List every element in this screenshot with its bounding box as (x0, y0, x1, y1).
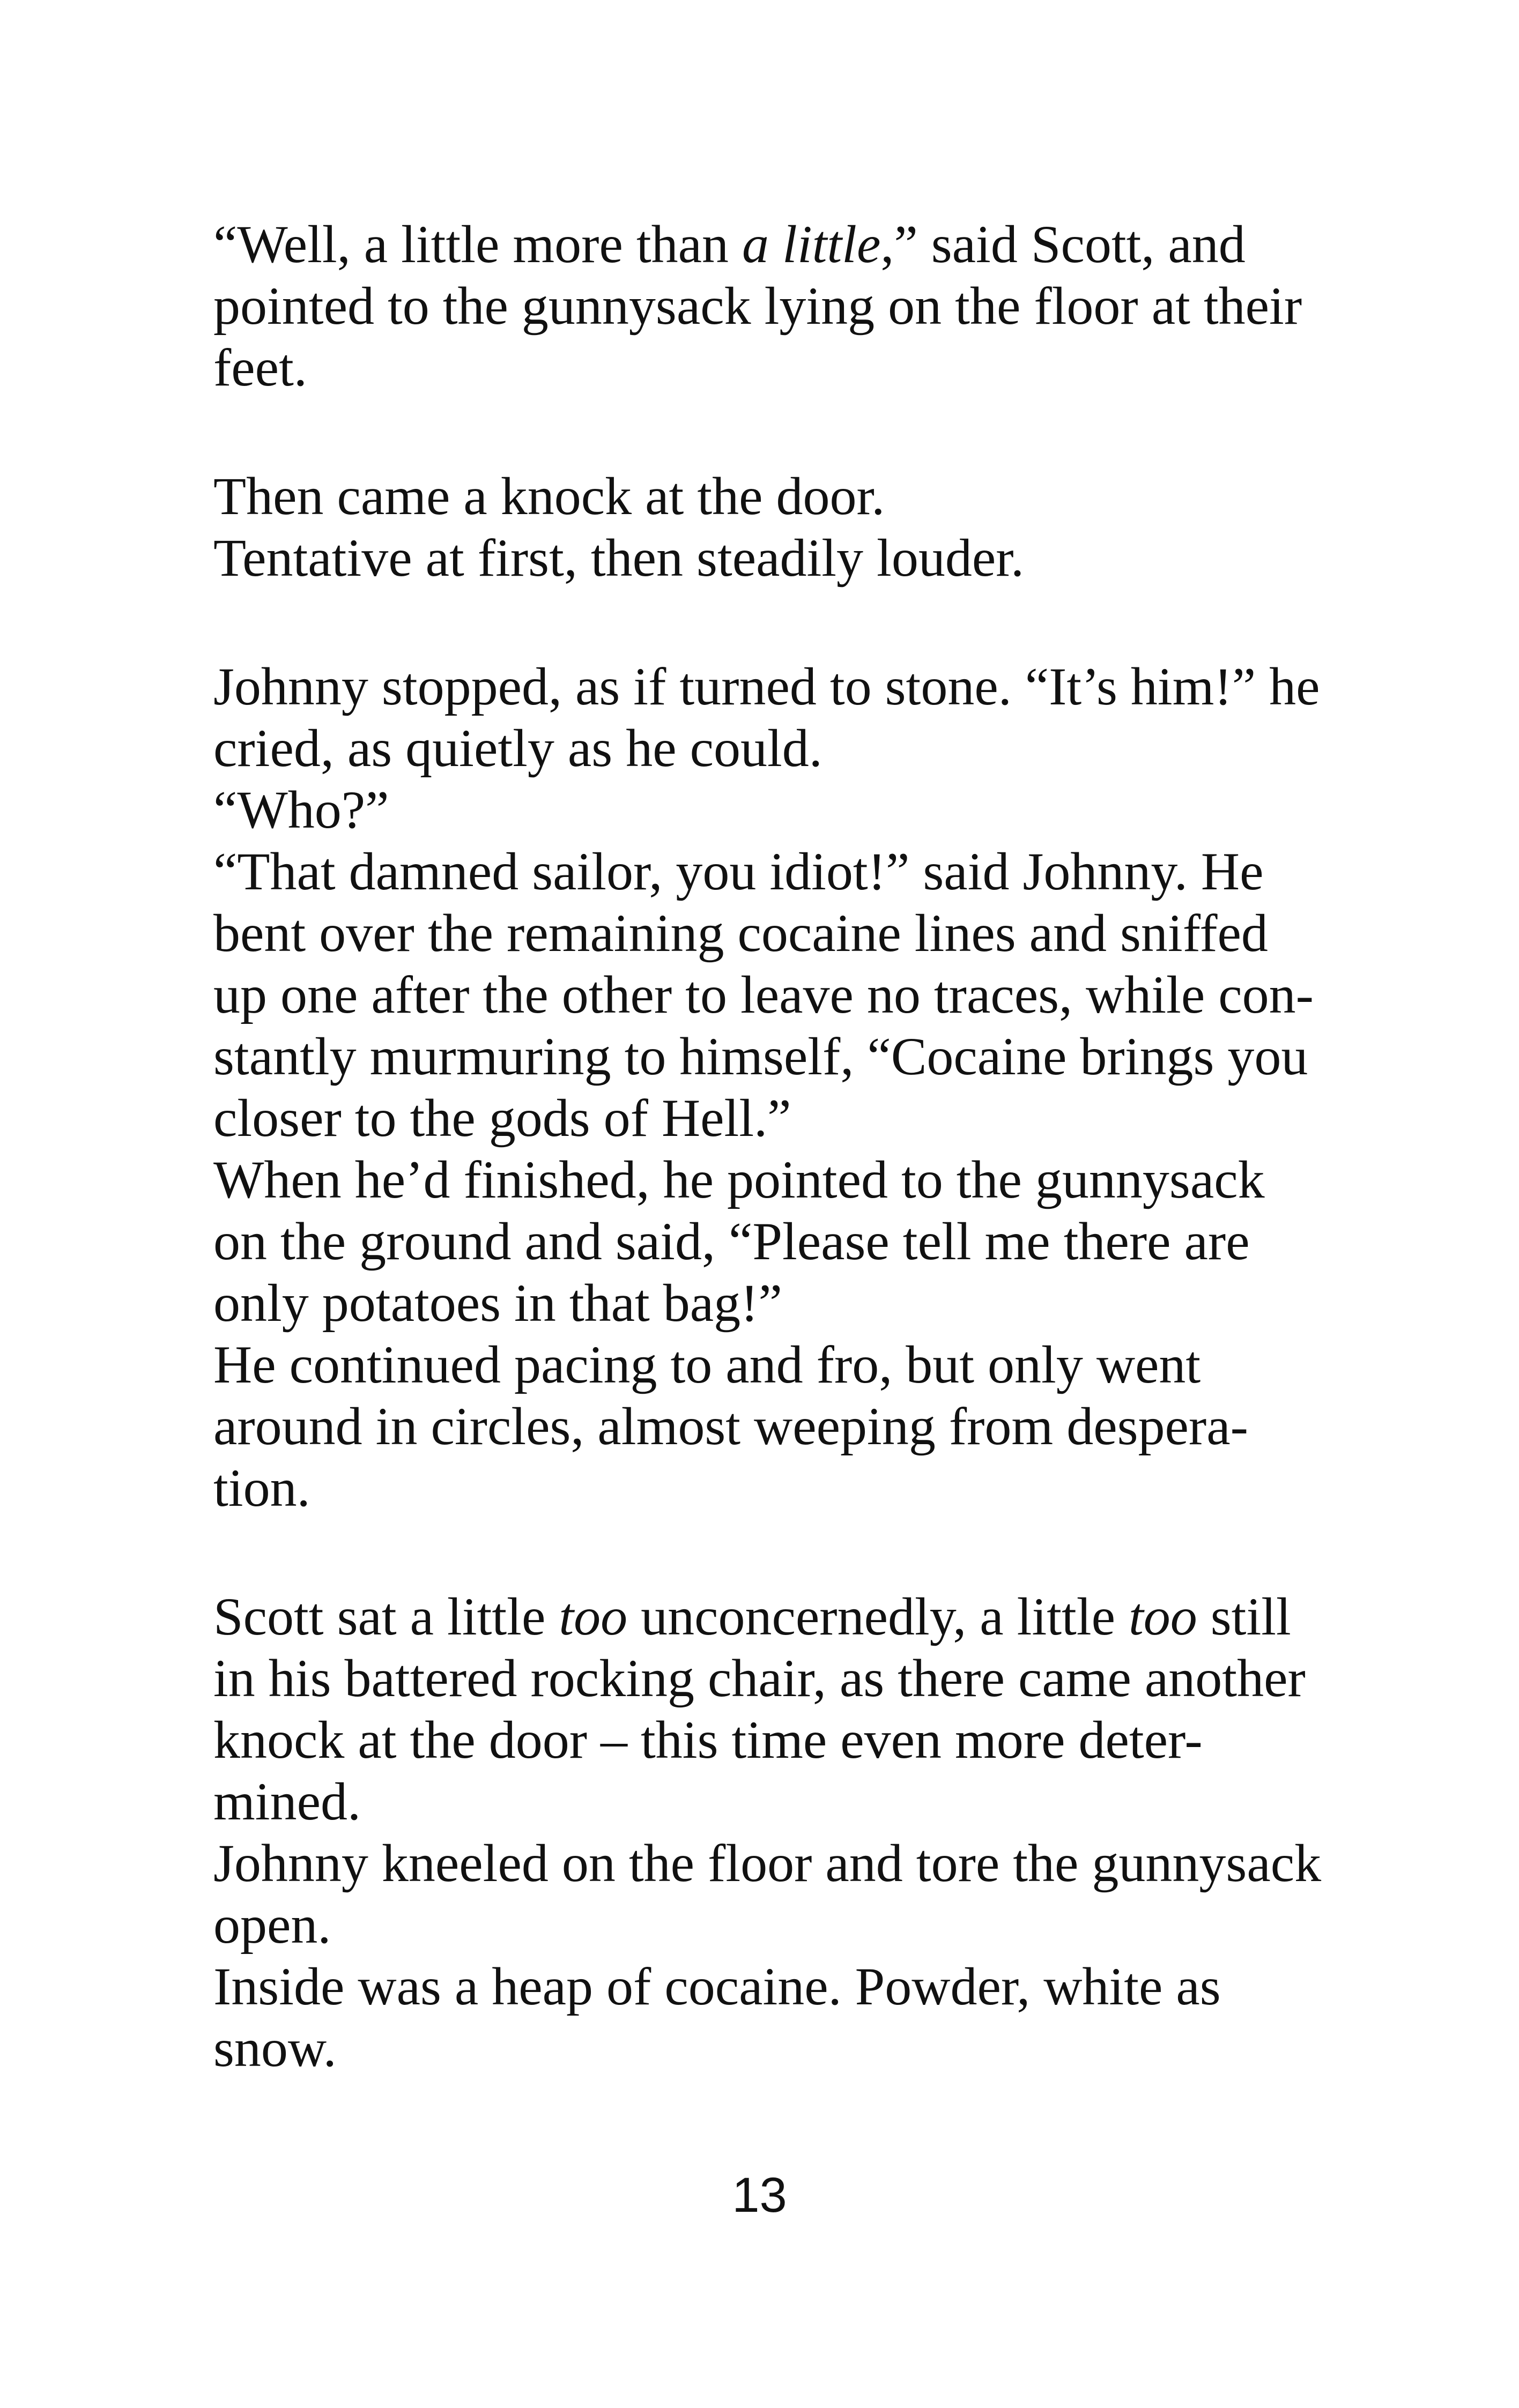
text-line: Inside was a heap of cocaine. Powder, white as (213, 1957, 1221, 2016)
text-line: Johnny stopped, as if turned to stone. “It’s him!” he (213, 657, 1320, 716)
text-segment: unconcernedly, a little (627, 1587, 1129, 1646)
text-line: snow. (213, 2018, 337, 2078)
text-segment: Scott sat a little (213, 1587, 559, 1646)
text-line: only potatoes in that bag!” (213, 1273, 782, 1333)
text-line: stantly murmuring to himself, “Cocaine brings you (213, 1027, 1308, 1086)
italic-text: a little (742, 214, 881, 274)
text-line: Tentative at first, then steadily louder. (213, 528, 1025, 588)
text-line: mined. (213, 1772, 361, 1831)
text-line: When he’d finished, he pointed to the gunnysack (213, 1150, 1265, 1209)
text-segment: ,” said Scott, and (880, 214, 1246, 274)
text-line: bent over the remaining cocaine lines and sniffed (213, 903, 1268, 963)
page-number: 13 (732, 2168, 787, 2223)
text-line: cried, as quietly as he could. (213, 718, 823, 778)
text-line: up one after the other to leave no traces, while con- (213, 965, 1314, 1024)
text-line: tion. (213, 1458, 310, 1518)
text-line: pointed to the gunnysack lying on the floor at their (213, 276, 1302, 336)
text-line: “That damned sailor, you idiot!” said Johnny. He (213, 842, 1264, 901)
text-line (213, 213, 1246, 276)
text-line: open. (213, 1895, 331, 1954)
text-line: in his battered rocking chair, as there came another (213, 1648, 1306, 1708)
text-line: around in circles, almost weeping from despera- (213, 1396, 1248, 1456)
italic-text: too (559, 1587, 628, 1646)
italic-text: too (1128, 1587, 1197, 1646)
text-segment: “Well, a little more than (213, 214, 743, 274)
text-line: Then came a knock at the door. (213, 466, 885, 526)
text-line: He continued pacing to and fro, but only went (213, 1335, 1201, 1394)
text-line: feet. (213, 338, 307, 397)
text-segment: still (1197, 1587, 1291, 1646)
text-line: on the ground and said, “Please tell me there are (213, 1212, 1250, 1271)
text-line: Johnny kneeled on the floor and tore the gunnysack (213, 1833, 1322, 1893)
text-line (213, 1586, 1291, 1648)
text-line: knock at the door – this time even more deter- (213, 1710, 1203, 1770)
text-line: closer to the gods of Hell.” (213, 1088, 791, 1148)
text-line: “Who?” (213, 780, 389, 839)
